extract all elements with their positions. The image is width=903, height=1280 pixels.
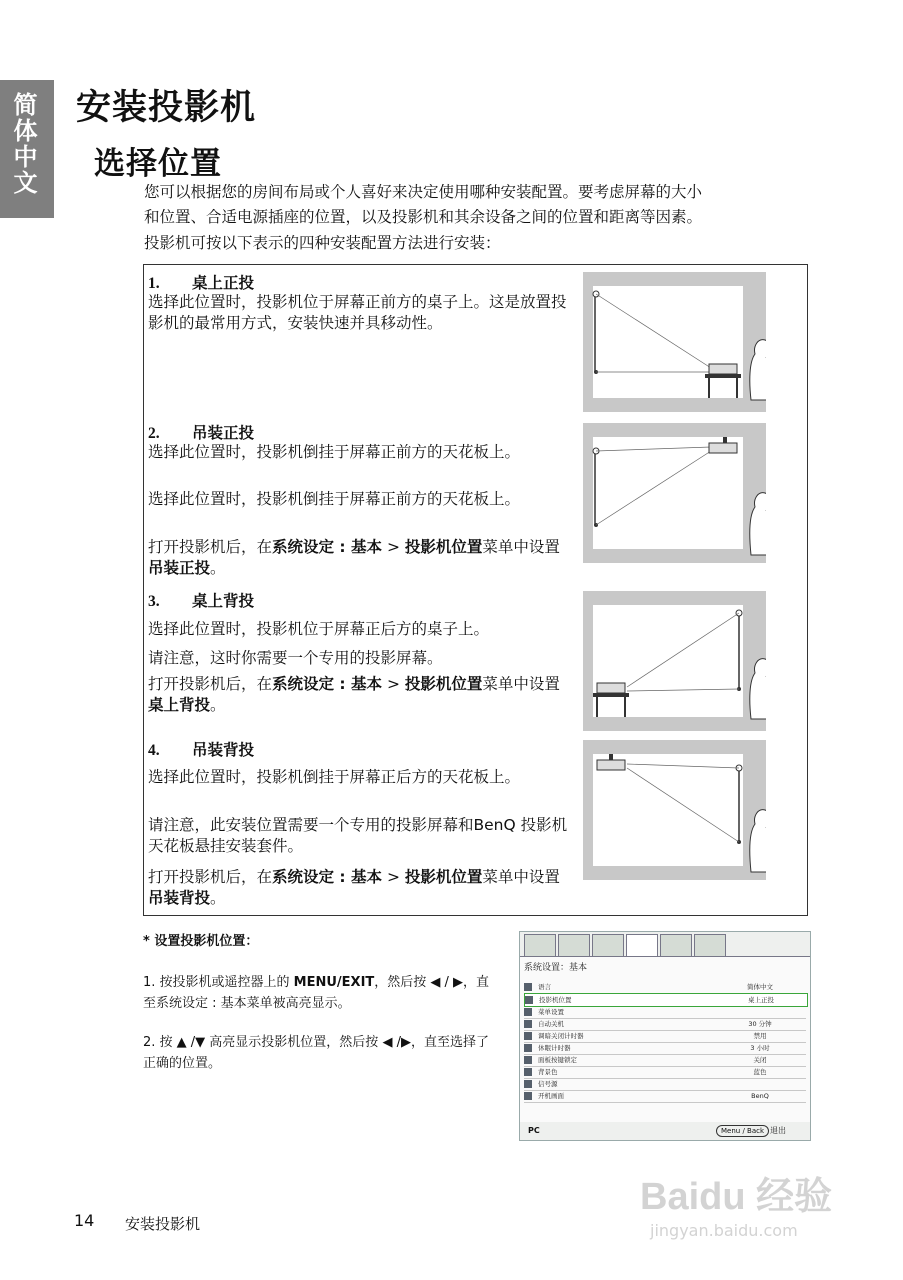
osd-menu-screenshot xyxy=(519,931,811,1141)
background-color-icon xyxy=(524,1068,532,1076)
system-setup-basic-tab-icon xyxy=(626,934,658,958)
language-icon xyxy=(524,983,532,991)
menu-row: 开机画面 BenQ xyxy=(524,1090,806,1103)
option-4-instruction: 打开投影机后，在系统设定 : 基本 > 投影机位置菜单中设置吊装背投。 xyxy=(148,868,560,907)
page-number: 14 xyxy=(74,1211,95,1230)
option-1-title: 1. 桌上正投 xyxy=(148,274,255,292)
menu-settings-icon xyxy=(524,1008,532,1016)
footer-title: 安装投影机 xyxy=(125,1215,201,1233)
option-3-title: 3. 桌上背投 xyxy=(148,592,255,610)
auto-off-icon xyxy=(524,1020,532,1028)
menu-row: 菜单设置 xyxy=(524,1006,806,1019)
menu-tabs xyxy=(524,934,804,956)
intro-line-3: 投影机可按以下表示的四种安装配置方法进行安装： xyxy=(144,234,501,252)
menu-back-button-label: Menu / Back xyxy=(716,1125,769,1137)
information-tab-icon xyxy=(694,934,726,957)
option-4-desc-2: 请注意，此安装位置需要一个专用的投影屏幕和BenQ 投影机天花板悬挂安装套件。 xyxy=(148,816,568,855)
sleep-timer-icon xyxy=(524,1044,532,1052)
panel-key-lock-icon xyxy=(524,1056,532,1064)
option-4-desc: 选择此位置时，投影机倒挂于屏幕正后方的天花板上。 xyxy=(148,768,521,786)
option-3-desc: 选择此位置时，投影机位于屏幕正后方的桌子上。 xyxy=(148,620,490,638)
projector-position-icon xyxy=(525,996,533,1004)
ceiling-rear-diagram xyxy=(583,740,766,880)
option-4-title: 4. 吊装背投 xyxy=(148,741,255,759)
menu-status-bar xyxy=(520,1122,810,1140)
splash-screen-icon xyxy=(524,1092,532,1100)
menu-row: 背景色 蓝色 xyxy=(524,1066,806,1079)
watermark-brand: Baidu 经验 xyxy=(640,1176,833,1218)
option-2-desc: 选择此位置时，投影机倒挂于屏幕正前方的天花板上。 xyxy=(148,443,521,461)
blank-timer-icon xyxy=(524,1032,532,1040)
baidu-watermark xyxy=(640,1165,850,1245)
language-side-tab: 简体中文 xyxy=(0,80,54,218)
display-tab-icon xyxy=(592,934,624,957)
menu-panel-title: 系统设置：基本 xyxy=(524,963,588,973)
option-2-instruction: 打开投影机后，在系统设定 : 基本 > 投影机位置菜单中设置吊装正投。 xyxy=(148,538,560,577)
note-heading: * 设置投影机位置： xyxy=(143,934,259,949)
intro-line-1: 您可以根据您的房间布局或个人喜好来决定使用哪种安装配置。要考虑屏幕的大小 xyxy=(144,183,703,201)
step-1: 1. 按投影机或遥控器上的 MENU/EXIT，然后按 ◀ / ▶，直至系统设定 : 基本菜单被高亮显示。 xyxy=(143,975,490,1011)
exit-label: 退出 xyxy=(770,1126,786,1135)
menu-row: 面板按键锁定 关闭 xyxy=(524,1054,806,1067)
menu-panel xyxy=(520,956,810,1123)
menu-row-selected: 投影机位置 桌上正投 xyxy=(524,993,808,1007)
option-3-instruction: 打开投影机后，在系统设定 : 基本 > 投影机位置菜单中设置桌上背投。 xyxy=(148,675,560,714)
menu-row: 信号源 xyxy=(524,1078,806,1091)
page-title: 安装投影机 xyxy=(76,88,257,128)
input-source-icon xyxy=(524,1080,532,1088)
picture-advanced-tab-icon xyxy=(558,934,590,957)
watermark-url: jingyan.baidu.com xyxy=(650,1221,798,1240)
rear-table-diagram xyxy=(583,591,766,731)
picture-tab-icon xyxy=(524,934,556,957)
input-source-label: PC xyxy=(528,1126,540,1135)
intro-line-2: 和位置、合适电源插座的位置，以及投影机和其余设备之间的位置和距离等因素。 xyxy=(144,208,703,226)
system-setup-advanced-tab-icon xyxy=(660,934,692,957)
option-2-desc-2: 选择此位置时，投影机倒挂于屏幕正前方的天花板上。 xyxy=(148,490,521,508)
menu-row: 自动关机 30 分钟 xyxy=(524,1018,806,1031)
option-3-desc-2: 请注意，这时你需要一个专用的投影屏幕。 xyxy=(148,649,443,667)
ceiling-front-diagram xyxy=(583,423,766,563)
menu-row: 调暗关闭计时器 禁用 xyxy=(524,1030,806,1043)
front-table-diagram xyxy=(583,272,766,412)
menu-row: 语言 简体中文 xyxy=(524,981,806,994)
step-2: 2. 按 ▲ /▼ 高亮显示投影机位置，然后按 ◀ /▶，直至选择了正确的位置。 xyxy=(143,1035,489,1071)
option-2-title: 2. 吊装正投 xyxy=(148,424,255,442)
option-1-desc: 选择此位置时，投影机位于屏幕正前方的桌子上。这是放置投影机的最常用方式，安装快速并具移动性。 xyxy=(148,293,567,332)
section-title: 选择位置 xyxy=(94,146,222,182)
menu-row: 休眠计时器 3 小时 xyxy=(524,1042,806,1055)
